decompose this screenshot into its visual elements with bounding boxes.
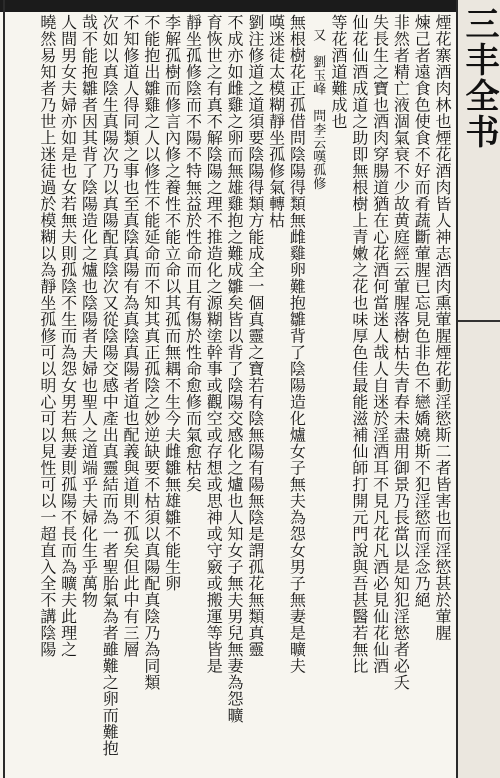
main-text <box>8 14 452 774</box>
text-column-6: 等花酒道難成也 <box>329 14 349 130</box>
text-column-17: 次如以真陰生真陽次乃以真陽配真陰次又從陰陽交感中產出真靈結而為一者聖胎氣為者雖難之卵而難抱 <box>100 14 120 757</box>
text-column-19: 人間男女夫婦亦如是也女若無夫則孤陰不生而為怨女男若無妻則孤陽不長而為曠夫此理之 <box>58 14 78 658</box>
text-column-2: 煉己者遠食色使食不好而肴蔬斷葷腥已忘見色非色不戀嬌嬈斯不犯淫慾而淫念乃絕 <box>412 14 432 608</box>
spine-title: 三丰全书 <box>459 6 499 150</box>
text-column-12: 育恢世之有真不解陰陽之理不推造化之源糊塗幹事或觀空或存想或思神或守竅或搬運等皆是 <box>204 14 224 674</box>
text-column-8: 無根樹花正孤借問陰陽得類無雌雞卵難抱雛背了陰陽造化爐女子無夫為怨女男子無妻是曠夫 <box>287 14 307 674</box>
text-column-20: 曉然易知者乃世上迷徒過於模糊以為靜坐孤修可以明心可以見性可以一超直入全不講陰陽 <box>37 14 57 658</box>
text-column-3: 非然者精亡液涸氣衰不少故黄庭經云葷腥落樹枯失青春未盡用御景乃長當以是知犯淫慾者必夭 <box>391 14 411 691</box>
attribution-line: 又 劉玉峰 問李云嘆孤修 <box>310 28 326 190</box>
text-column-11: 不成亦如雌雞之卵而無雄雞抱之難成雛矣皆以背了陰陽交感化之爐也人知女子無夫男兒無妻為怨曠 <box>225 14 245 724</box>
text-column-13: 靜坐孤修陰而不陽不特無益於性命而且有傷於性命愈修而氣愈枯矣 <box>183 14 203 493</box>
spine-divider <box>458 320 500 322</box>
text-column-4: 失長生之寶也酒肉穿腸道猶在心花酒何當迷人哉人自迷於淫酒耳不見凡花凡酒必見仙花仙酒 <box>370 14 390 674</box>
left-border <box>3 0 5 778</box>
text-column-10: 劉注修道之道須要陰陽得類方能成全一個真靈之寶若有陰無陽有陽無陰是謂孤花無類真靈 <box>245 14 265 658</box>
text-column-14: 李解孤樹而修言內修之養性不能立命以其孤而無耦不生今夫雌雛無雄雛不能生卵 <box>162 14 182 592</box>
text-column-16: 不知修道人得同類之事也至真陰真陽有為真陰真陽者道也配義與道則不孤矣但此中有三層 <box>121 14 141 658</box>
text-column-5: 仙花仙酒成道之助即無根樹上青嫩之花也味厚色佳最能滋補仙師打開元門說與吾甚醫若無比 <box>349 14 369 674</box>
top-border <box>0 0 500 12</box>
text-column-1: 煙花寨酒肉林也煙花酒肉皆人神志酒肉熏葷腥煙花動淫慾斯二者皆害也而淫慾甚於葷腥 <box>433 14 452 641</box>
text-column-9: 嘆迷徒太模糊靜坐孤修氣轉枯 <box>266 14 286 229</box>
text-column-15: 不能抱出雛雞之人以修性不能延命而不知其真正孤陰之妙逆缺要不枯須以真陽配真陰乃為同類 <box>141 14 161 691</box>
text-column-18: 哉不能抱雛者因其背了陰陽造化之爐也陰陽者夫婦也聖人之道端乎夫婦化生乎萬物 <box>79 14 99 608</box>
